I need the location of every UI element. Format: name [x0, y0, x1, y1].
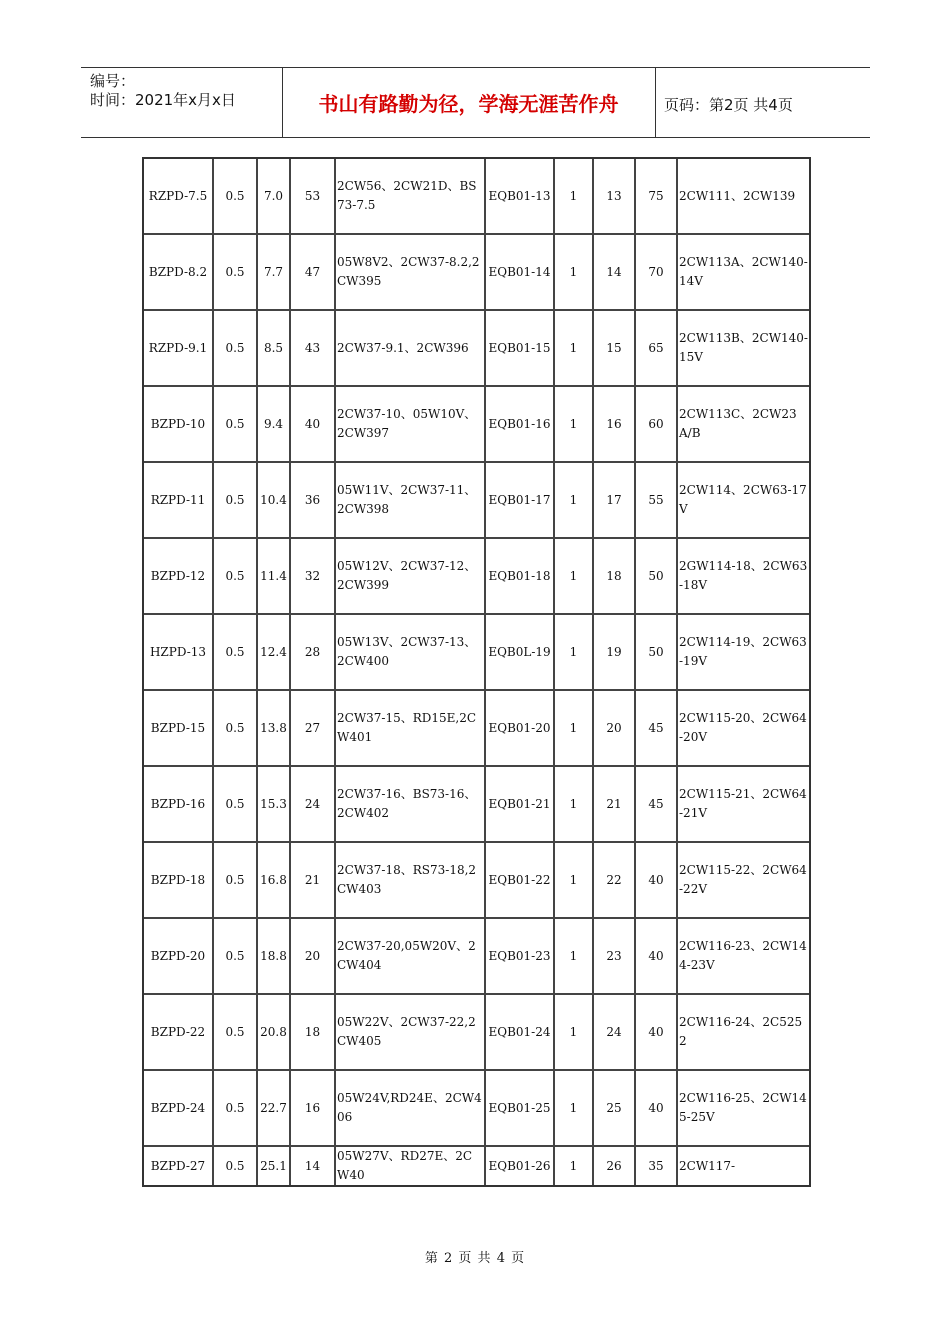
- cell-replacements: 2GW114-18、2CW63-18V: [678, 539, 809, 615]
- cell-col-8: 26: [594, 1147, 636, 1185]
- cell-model: RZPD-9.1: [144, 311, 214, 387]
- cell-col-7: 1: [555, 311, 594, 387]
- cell-equivalents: 05W11V、2CW37-11、2CW398: [336, 463, 486, 539]
- cell-col-2: 0.5: [214, 615, 258, 691]
- cell-col-7: 1: [555, 691, 594, 767]
- document-number-label: 编号：: [90, 72, 136, 90]
- table-row: [144, 463, 809, 539]
- cell-col-3: 9.4: [258, 387, 291, 463]
- cell-model: BZPD-16: [144, 767, 214, 843]
- cell-eqb-model: EQB01-13: [486, 159, 555, 235]
- cell-equivalents: 05W13V、2CW37-13、2CW400: [336, 615, 486, 691]
- cell-col-2: 0.5: [214, 539, 258, 615]
- cell-col-3: 20.8: [258, 995, 291, 1071]
- table-row: [144, 615, 809, 691]
- cell-col-4: 28: [291, 615, 336, 691]
- cell-equivalents: 2CW37-10、05W10V、2CW397: [336, 387, 486, 463]
- cell-col-8: 16: [594, 387, 636, 463]
- cell-col-3: 13.8: [258, 691, 291, 767]
- cell-replacements: 2CW113B、2CW140-15V: [678, 311, 809, 387]
- cell-col-4: 27: [291, 691, 336, 767]
- zener-diode-spec-table: [142, 157, 811, 1187]
- cell-col-9: 60: [636, 387, 678, 463]
- cell-col-4: 20: [291, 919, 336, 995]
- cell-col-7: 1: [555, 995, 594, 1071]
- cell-col-2: 0.5: [214, 919, 258, 995]
- cell-model: RZPD-7.5: [144, 159, 214, 235]
- cell-col-3: 8.5: [258, 311, 291, 387]
- cell-eqb-model: EQB01-22: [486, 843, 555, 919]
- cell-col-7: 1: [555, 387, 594, 463]
- cell-col-2: 0.5: [214, 691, 258, 767]
- cell-eqb-model: EQB01-16: [486, 387, 555, 463]
- cell-col-9: 35: [636, 1147, 678, 1185]
- cell-replacements: 2CW116-23、2CW144-23V: [678, 919, 809, 995]
- table-row: [144, 1071, 809, 1147]
- cell-col-8: 15: [594, 311, 636, 387]
- cell-col-7: 1: [555, 843, 594, 919]
- cell-eqb-model: EQB01-20: [486, 691, 555, 767]
- cell-equivalents: 05W22V、2CW37-22,2CW405: [336, 995, 486, 1071]
- cell-col-2: 0.5: [214, 995, 258, 1071]
- cell-col-3: 22.7: [258, 1071, 291, 1147]
- cell-col-9: 70: [636, 235, 678, 311]
- cell-equivalents: 05W8V2、2CW37-8.2,2CW395: [336, 235, 486, 311]
- cell-equivalents: 2CW37-20,05W20V、2CW404: [336, 919, 486, 995]
- cell-eqb-model: EQB01-25: [486, 1071, 555, 1147]
- cell-col-2: 0.5: [214, 767, 258, 843]
- cell-eqb-model: EQB01-17: [486, 463, 555, 539]
- table-row: [144, 387, 809, 463]
- cell-model: HZPD-13: [144, 615, 214, 691]
- table-body: [144, 159, 809, 1185]
- cell-col-3: 7.0: [258, 159, 291, 235]
- cell-eqb-model: EQB01-21: [486, 767, 555, 843]
- cell-model: BZPD-12: [144, 539, 214, 615]
- cell-col-4: 14: [291, 1147, 336, 1185]
- cell-col-7: 1: [555, 615, 594, 691]
- table-row: [144, 995, 809, 1071]
- cell-col-9: 40: [636, 995, 678, 1071]
- cell-replacements: 2CW115-21、2CW64-21V: [678, 767, 809, 843]
- cell-replacements: 2CW116-25、2CW145-25V: [678, 1071, 809, 1147]
- cell-col-4: 43: [291, 311, 336, 387]
- cell-col-3: 11.4: [258, 539, 291, 615]
- cell-col-7: 1: [555, 767, 594, 843]
- cell-col-9: 40: [636, 843, 678, 919]
- cell-col-7: 1: [555, 539, 594, 615]
- table-row: [144, 843, 809, 919]
- cell-model: RZPD-11: [144, 463, 214, 539]
- cell-col-7: 1: [555, 1071, 594, 1147]
- cell-equivalents: 2CW37-18、RS73-18,2CW403: [336, 843, 486, 919]
- cell-col-3: 25.1: [258, 1147, 291, 1185]
- cell-model: BZPD-15: [144, 691, 214, 767]
- cell-model: BZPD-8.2: [144, 235, 214, 311]
- cell-col-3: 15.3: [258, 767, 291, 843]
- table-row: [144, 1147, 809, 1185]
- cell-replacements: 2CW114-19、2CW63-19V: [678, 615, 809, 691]
- cell-col-2: 0.5: [214, 159, 258, 235]
- cell-col-7: 1: [555, 159, 594, 235]
- cell-col-9: 45: [636, 767, 678, 843]
- header-meta: [90, 72, 236, 110]
- cell-eqb-model: EQB01-23: [486, 919, 555, 995]
- cell-col-4: 53: [291, 159, 336, 235]
- cell-model: BZPD-18: [144, 843, 214, 919]
- cell-equivalents: 2CW56、2CW21D、BS73-7.5: [336, 159, 486, 235]
- cell-eqb-model: EQB01-15: [486, 311, 555, 387]
- cell-col-3: 18.8: [258, 919, 291, 995]
- cell-eqb-model: EQB01-24: [486, 995, 555, 1071]
- cell-col-8: 25: [594, 1071, 636, 1147]
- cell-col-9: 55: [636, 463, 678, 539]
- cell-col-2: 0.5: [214, 1147, 258, 1185]
- table-row: [144, 767, 809, 843]
- cell-col-3: 10.4: [258, 463, 291, 539]
- cell-col-4: 32: [291, 539, 336, 615]
- cell-model: BZPD-20: [144, 919, 214, 995]
- cell-col-3: 16.8: [258, 843, 291, 919]
- cell-col-7: 1: [555, 235, 594, 311]
- table-row: [144, 691, 809, 767]
- cell-col-8: 22: [594, 843, 636, 919]
- cell-eqb-model: EQB01-18: [486, 539, 555, 615]
- cell-col-2: 0.5: [214, 463, 258, 539]
- cell-replacements: 2CW116-24、2C5252: [678, 995, 809, 1071]
- cell-col-2: 0.5: [214, 311, 258, 387]
- cell-col-2: 0.5: [214, 235, 258, 311]
- header-divider: [655, 68, 656, 137]
- cell-eqb-model: EQB01-26: [486, 1147, 555, 1185]
- cell-replacements: 2CW115-22、2CW64-22V: [678, 843, 809, 919]
- document-time-label: 时间：2021年x月x日: [90, 91, 236, 109]
- cell-col-8: 14: [594, 235, 636, 311]
- cell-col-3: 12.4: [258, 615, 291, 691]
- cell-replacements: 2CW113A、2CW140-14V: [678, 235, 809, 311]
- cell-eqb-model: EQB01-14: [486, 235, 555, 311]
- cell-col-2: 0.5: [214, 387, 258, 463]
- cell-col-8: 21: [594, 767, 636, 843]
- cell-model: BZPD-27: [144, 1147, 214, 1185]
- cell-equivalents: 05W12V、2CW37-12、2CW399: [336, 539, 486, 615]
- cell-col-8: 17: [594, 463, 636, 539]
- cell-col-8: 19: [594, 615, 636, 691]
- cell-col-8: 23: [594, 919, 636, 995]
- page-header: [81, 67, 870, 138]
- cell-col-9: 50: [636, 615, 678, 691]
- cell-replacements: 2CW115-20、2CW64-20V: [678, 691, 809, 767]
- cell-col-2: 0.5: [214, 843, 258, 919]
- cell-col-4: 24: [291, 767, 336, 843]
- cell-model: BZPD-24: [144, 1071, 214, 1147]
- cell-col-9: 65: [636, 311, 678, 387]
- cell-col-4: 47: [291, 235, 336, 311]
- page-footer: 第 2 页 共 4 页: [424, 1251, 526, 1266]
- cell-col-8: 18: [594, 539, 636, 615]
- cell-col-4: 16: [291, 1071, 336, 1147]
- header-page-info: 页码：第2页 共4页: [664, 96, 793, 114]
- table-row: [144, 159, 809, 235]
- cell-replacements: 2CW113C、2CW23A/B: [678, 387, 809, 463]
- cell-col-9: 40: [636, 1071, 678, 1147]
- cell-col-8: 13: [594, 159, 636, 235]
- header-motto: 书山有路勤为径，学海无涯苦作舟: [318, 92, 619, 116]
- cell-model: BZPD-22: [144, 995, 214, 1071]
- cell-col-9: 75: [636, 159, 678, 235]
- cell-equivalents: 2CW37-15、RD15E,2CW401: [336, 691, 486, 767]
- cell-equivalents: 05W24V,RD24E、2CW406: [336, 1071, 486, 1147]
- cell-col-7: 1: [555, 463, 594, 539]
- cell-model: BZPD-10: [144, 387, 214, 463]
- cell-replacements: 2CW117-: [679, 1158, 736, 1173]
- cell-col-7: 1: [555, 1147, 594, 1185]
- cell-equivalents: 05W27V、RD27E、2CW40: [336, 1147, 486, 1185]
- cell-col-8: 24: [594, 995, 636, 1071]
- table-row: [144, 235, 809, 311]
- cell-col-4: 18: [291, 995, 336, 1071]
- cell-col-3: 7.7: [258, 235, 291, 311]
- cell-col-8: 20: [594, 691, 636, 767]
- cell-eqb-model: EQB0L-19: [486, 615, 555, 691]
- cell-col-2: 0.5: [214, 1071, 258, 1147]
- table-row: [144, 539, 809, 615]
- cell-equivalents: 2CW37-9.1、2CW396: [336, 311, 486, 387]
- cell-col-9: 40: [636, 919, 678, 995]
- cell-equivalents: 2CW37-16、BS73-16、2CW402: [336, 767, 486, 843]
- table-row: [144, 919, 809, 995]
- cell-col-4: 21: [291, 843, 336, 919]
- cell-col-4: 36: [291, 463, 336, 539]
- cell-col-7: 1: [555, 919, 594, 995]
- cell-col-9: 50: [636, 539, 678, 615]
- table-row: [144, 311, 809, 387]
- cell-replacements: 2CW114、2CW63-17V: [678, 463, 809, 539]
- cell-col-9: 45: [636, 691, 678, 767]
- cell-col-4: 40: [291, 387, 336, 463]
- cell-replacements: 2CW111、2CW139: [678, 159, 809, 235]
